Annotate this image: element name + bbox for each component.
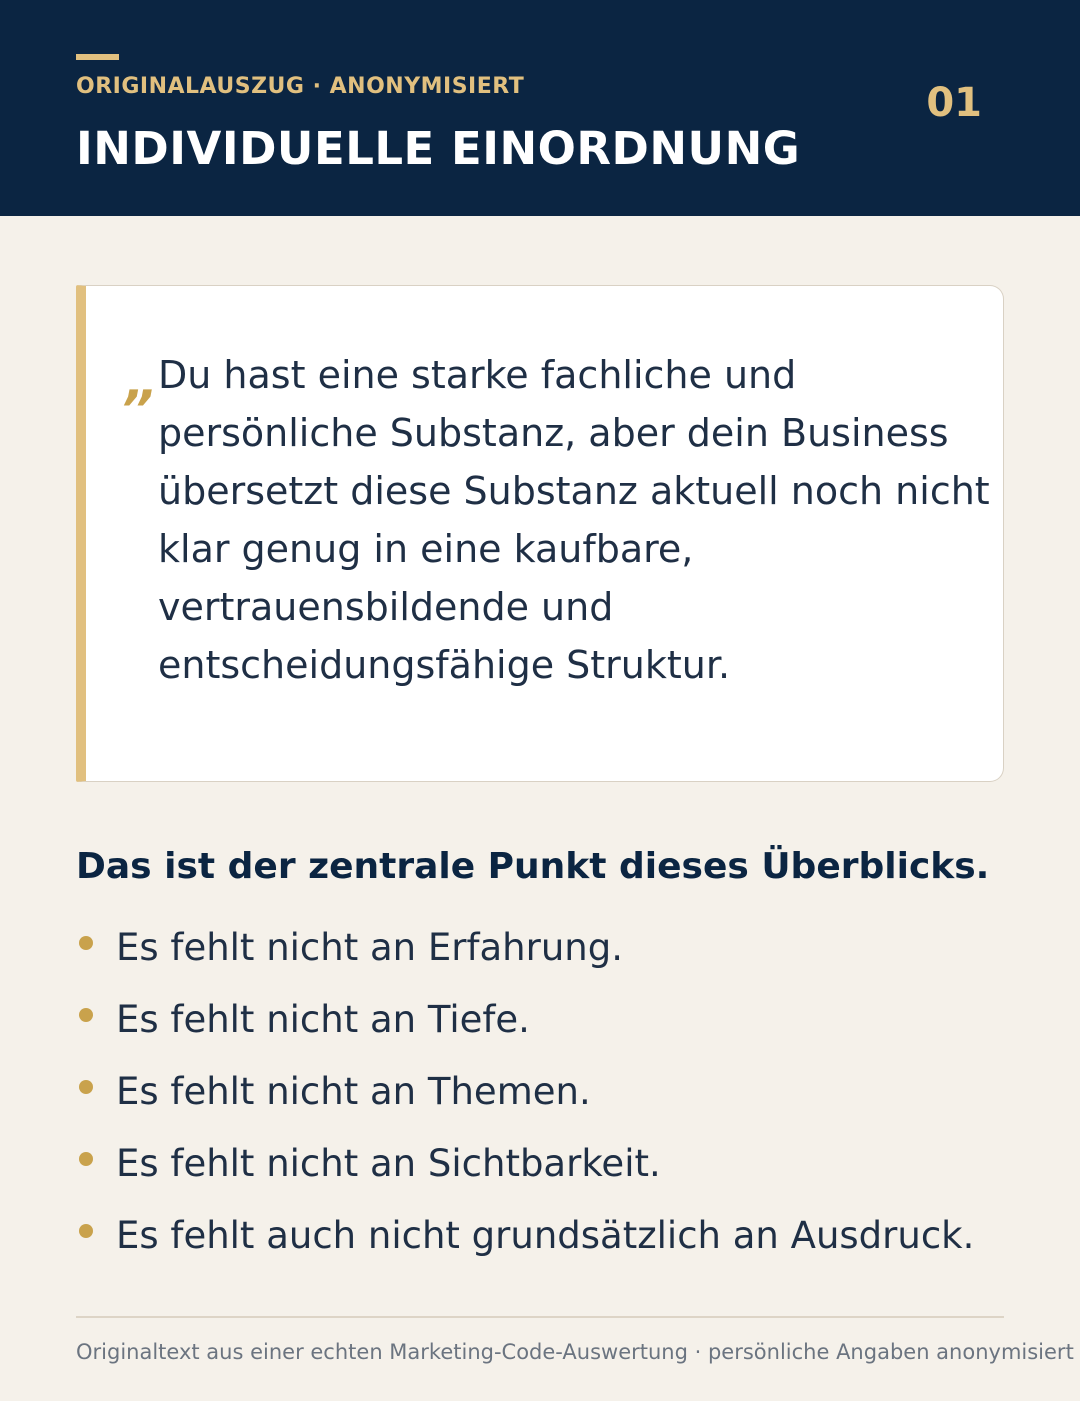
bullet-dot-icon <box>79 936 93 950</box>
list-item-text: Es fehlt nicht an Sichtbarkeit. <box>116 1142 661 1185</box>
list-item-text: Es fehlt nicht an Tiefe. <box>116 998 530 1041</box>
bullet-list <box>76 920 974 1280</box>
list-item <box>76 1208 974 1280</box>
quote-mark-icon: ” <box>120 380 154 440</box>
list-item <box>76 920 974 992</box>
footer-divider <box>76 1316 1004 1318</box>
bullet-dot-icon <box>79 1080 93 1094</box>
lead-statement: Das ist der zentrale Punkt dieses Überblicks. <box>76 846 990 887</box>
list-item <box>76 992 974 1064</box>
quote-text: Du hast eine starke fachliche und persönliche Substanz, aber dein Business übersetzt diese Substanz aktuell noch nicht klar genug in eine kaufbare, vertrauensbildende und entscheidungsfähige Struktur. <box>158 353 990 687</box>
quote-card <box>76 285 1004 782</box>
list-item-text: Es fehlt nicht an Erfahrung. <box>116 926 623 969</box>
page-title: INDIVIDUELLE EINORDNUNG <box>76 122 801 175</box>
list-item-text: Es fehlt auch nicht grundsätzlich an Ausdruck. <box>116 1214 975 1257</box>
header-eyebrow: ORIGINALAUSZUG · ANONYMISIERT <box>76 74 525 99</box>
bullet-dot-icon <box>79 1224 93 1238</box>
header-accent-bar <box>76 54 119 60</box>
bullet-dot-icon <box>79 1008 93 1022</box>
section-number: 01 <box>926 80 982 126</box>
bullet-dot-icon <box>79 1152 93 1166</box>
list-item <box>76 1064 974 1136</box>
list-item <box>76 1136 974 1208</box>
header <box>0 0 1080 216</box>
list-item-text: Es fehlt nicht an Themen. <box>116 1070 591 1113</box>
footer-note: Originaltext aus einer echten Marketing-Code-Auswertung · persönliche Angaben anonymisiert <box>76 1340 1074 1364</box>
